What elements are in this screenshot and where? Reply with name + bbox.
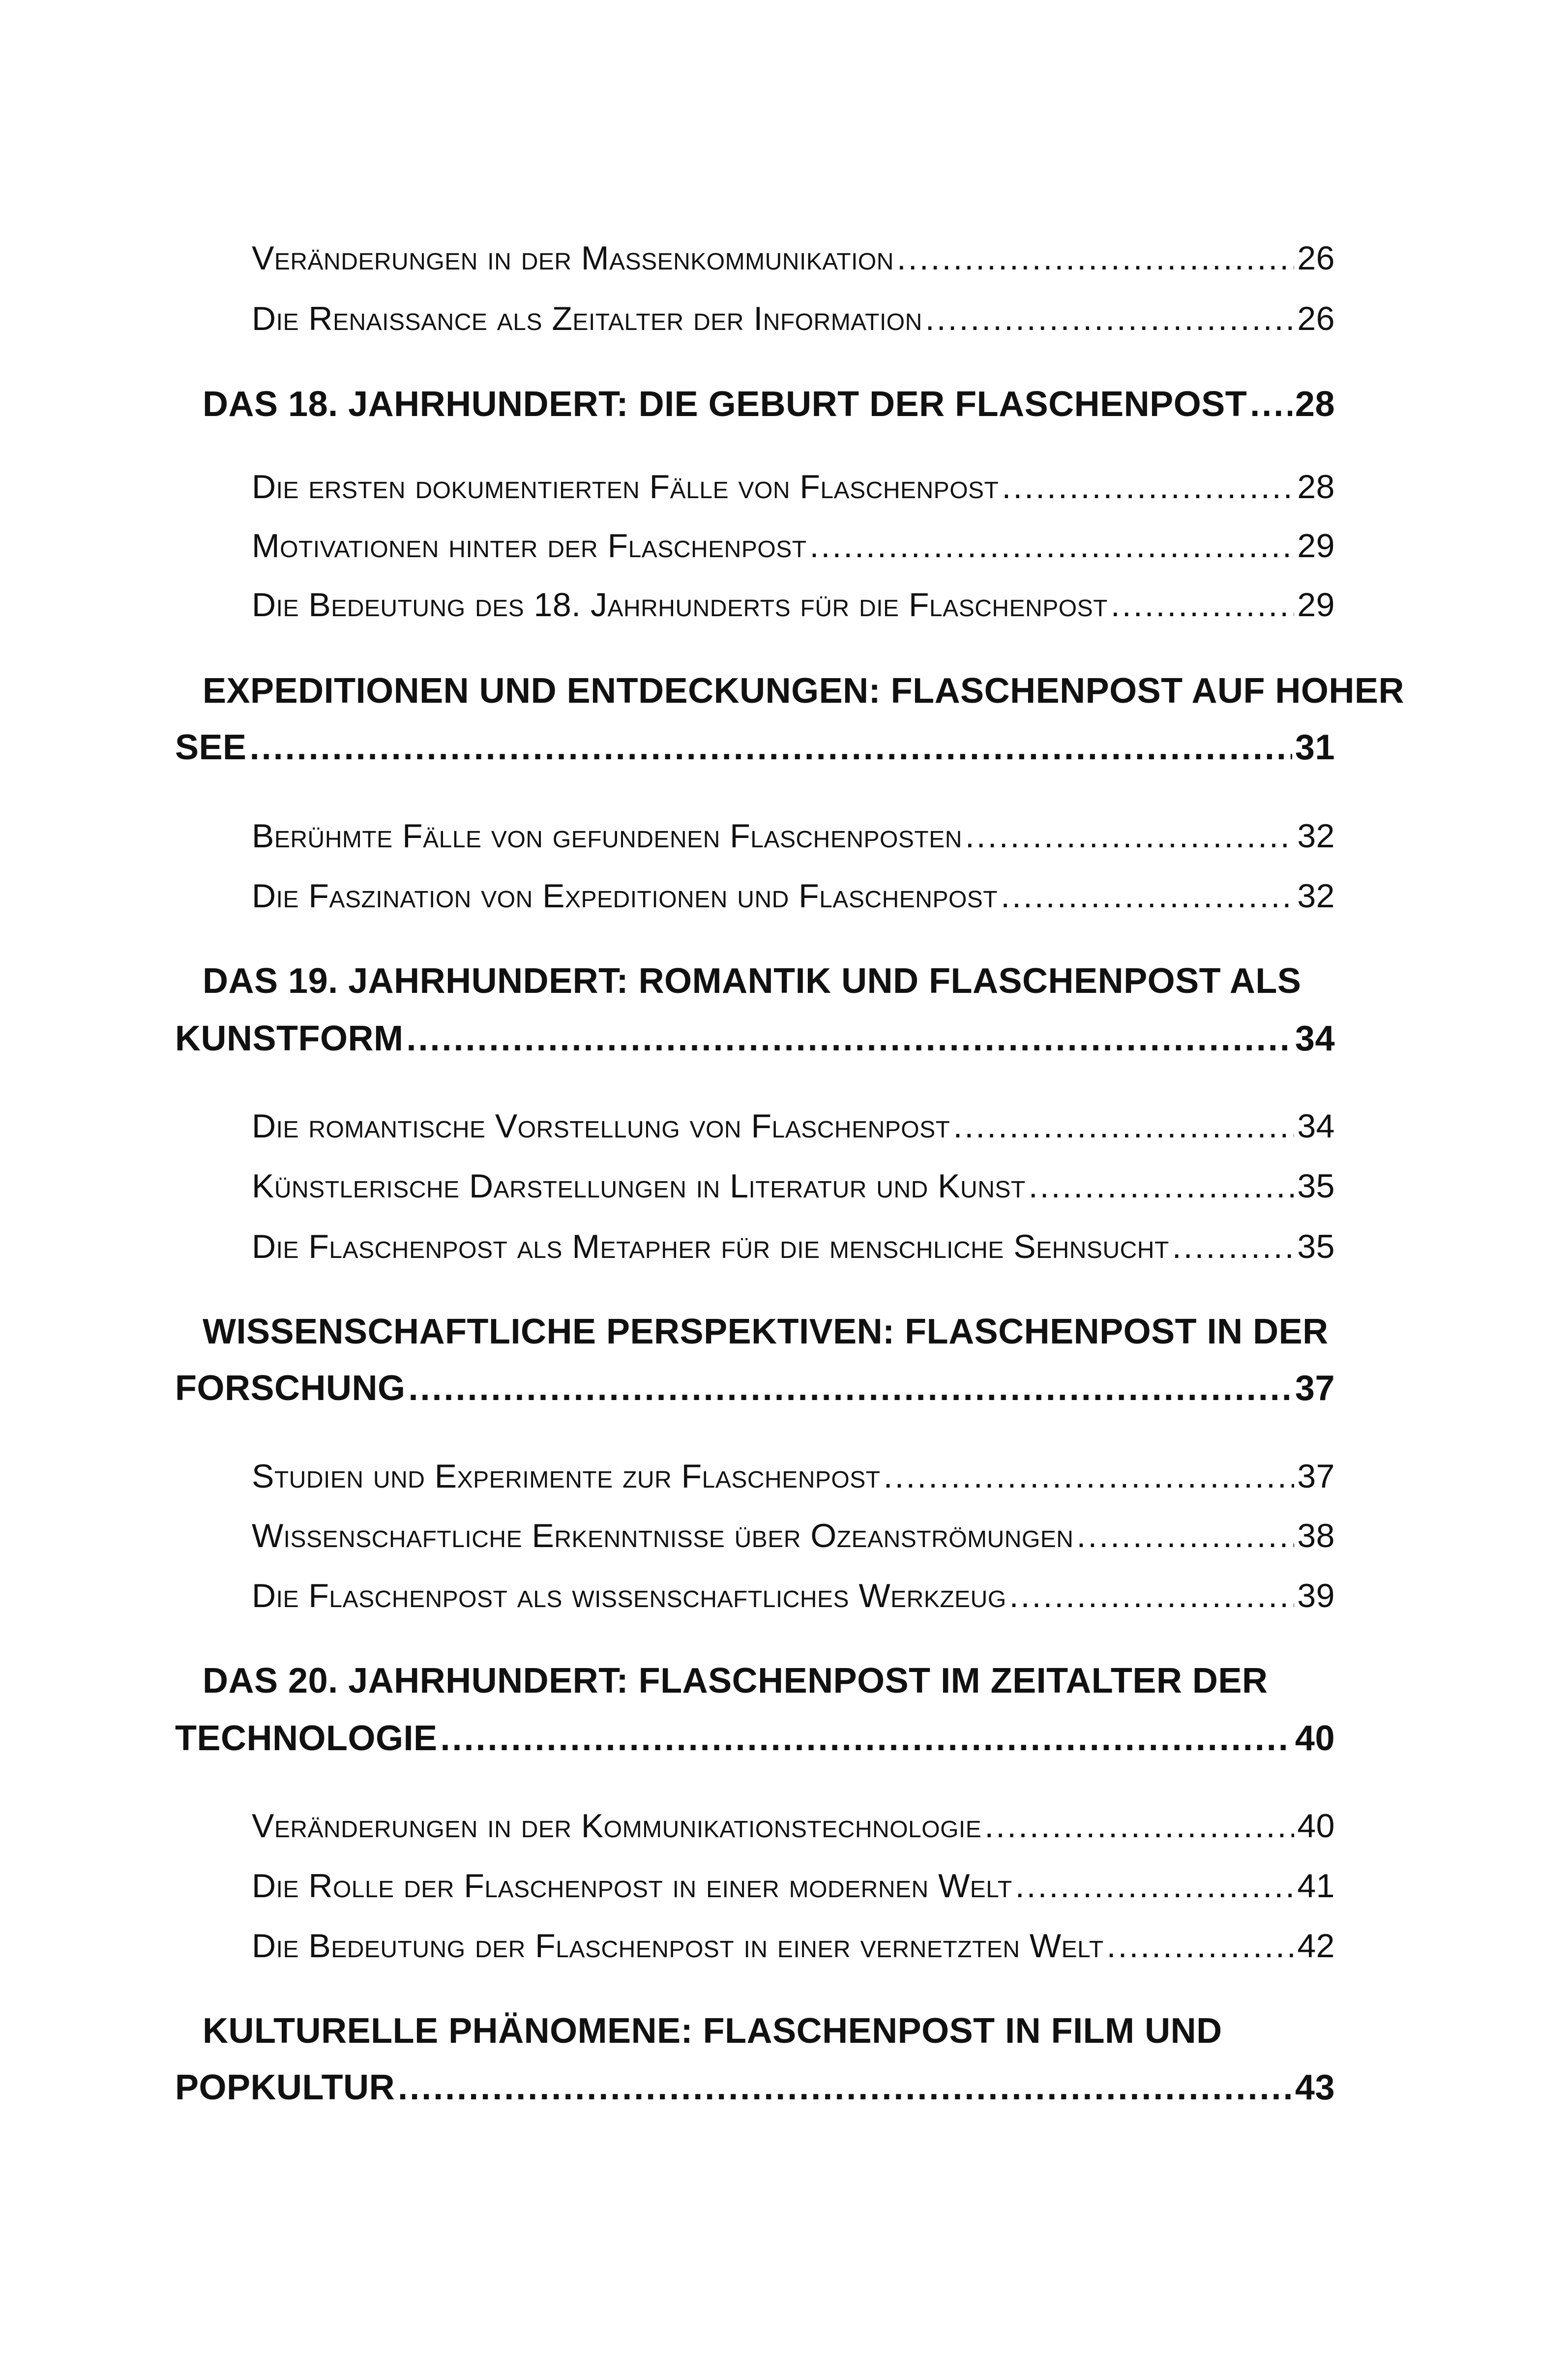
- toc-entry-page: 41: [1297, 1867, 1335, 1905]
- dot-leader: [398, 2063, 1292, 2112]
- toc-entry-page: 32: [1297, 877, 1335, 915]
- dot-leader: [1076, 1514, 1294, 1558]
- toc-entry-page: 38: [1297, 1517, 1335, 1554]
- dot-leader: [897, 236, 1294, 280]
- toc-entry-page: 40: [1297, 1807, 1335, 1845]
- toc-entry[interactable]: [252, 524, 1335, 568]
- toc-entry[interactable]: [252, 583, 1335, 627]
- toc-chapter[interactable]: [175, 1014, 1335, 1063]
- toc-entry-title: Veränderungen in der Kommunikationstechnologie: [252, 1807, 982, 1845]
- toc-entry-title: Die Rolle der Flaschenpost in einer modernen Welt: [252, 1867, 1012, 1905]
- dot-leader: [1107, 1924, 1295, 1968]
- dot-leader: [1015, 1864, 1295, 1908]
- toc-entry[interactable]: [252, 874, 1335, 918]
- toc-entry[interactable]: [252, 236, 1335, 280]
- dot-leader: [953, 1104, 1294, 1148]
- toc-entry-title: Die Faszination von Expeditionen und Flaschenpost: [252, 877, 998, 915]
- dot-leader: [965, 814, 1294, 858]
- toc-entry[interactable]: [252, 1924, 1335, 1968]
- toc-entry[interactable]: [252, 1454, 1335, 1498]
- toc-entry-page: 34: [1297, 1107, 1335, 1145]
- dot-leader: [1111, 583, 1294, 627]
- toc-chapter-page: 43: [1295, 2068, 1335, 2107]
- dot-leader: [406, 1014, 1292, 1063]
- toc-entry[interactable]: [252, 1804, 1335, 1848]
- dot-leader: [984, 1804, 1294, 1848]
- toc-chapter-title: DAS 18. JAHRHUNDERT: DIE GEBURT DER FLASCHENPOST: [203, 385, 1247, 424]
- toc-entry-page: 26: [1297, 239, 1335, 277]
- toc-entry-title: Veränderungen in der Massenkommunikation: [252, 239, 894, 277]
- dot-leader: [1172, 1224, 1295, 1269]
- toc-entry-page: 29: [1297, 527, 1335, 565]
- dot-leader: [925, 297, 1295, 341]
- toc-chapter-title-line1[interactable]: DAS 20. JAHRHUNDERT: FLASCHENPOST IM ZEITALTER DER: [203, 1661, 1268, 1701]
- toc-chapter-page: 28: [1295, 385, 1335, 424]
- toc-entry-title: Die Bedeutung der Flaschenpost in einer vernetzten Welt: [252, 1927, 1104, 1965]
- toc-entry-title: Die Bedeutung des 18. Jahrhunderts für die Flaschenpost: [252, 586, 1108, 624]
- dot-leader: [1002, 465, 1294, 509]
- toc-entry-page: 39: [1297, 1577, 1335, 1614]
- toc-chapter[interactable]: [175, 1364, 1335, 1413]
- toc-chapter[interactable]: [175, 1714, 1335, 1763]
- dot-leader: [810, 524, 1295, 568]
- toc-chapter[interactable]: [203, 380, 1335, 429]
- toc-entry[interactable]: [252, 1104, 1335, 1148]
- toc-entry-title: Künstlerische Darstellungen in Literatur und Kunst: [252, 1167, 1026, 1205]
- dot-leader: [1009, 1574, 1295, 1618]
- toc-chapter[interactable]: [175, 2063, 1335, 2112]
- toc-chapter-title-line2: POPKULTUR: [175, 2068, 395, 2107]
- toc-entry-title: Die romantische Vorstellung von Flaschenpost: [252, 1107, 950, 1145]
- toc-entry-page: 32: [1297, 817, 1335, 855]
- toc-entry-title: Berühmte Fälle von gefundenen Flaschenposten: [252, 817, 962, 855]
- toc-entry-page: 26: [1297, 300, 1335, 337]
- toc-chapter-title-line2: SEE: [175, 728, 247, 767]
- dot-leader: [250, 723, 1292, 772]
- toc-chapter-page: 37: [1295, 1369, 1335, 1408]
- dot-leader: [1250, 380, 1292, 429]
- toc-entry[interactable]: [252, 1864, 1335, 1908]
- dot-leader: [1001, 874, 1294, 918]
- toc-chapter-page: 31: [1295, 728, 1335, 767]
- dot-leader: [1029, 1164, 1295, 1208]
- toc-entry[interactable]: [252, 814, 1335, 858]
- toc-chapter-title-line1[interactable]: EXPEDITIONEN UND ENTDECKUNGEN: FLASCHENPOST AUF HOHER: [203, 671, 1404, 711]
- toc-chapter-title-line1[interactable]: DAS 19. JAHRHUNDERT: ROMANTIK UND FLASCHENPOST ALS: [203, 961, 1302, 1001]
- toc-entry-title: Motivationen hinter der Flaschenpost: [252, 527, 807, 565]
- toc-entry[interactable]: [252, 1224, 1335, 1269]
- toc-chapter-title-line1[interactable]: KULTURELLE PHÄNOMENE: FLASCHENPOST IN FILM UND: [203, 2011, 1222, 2051]
- toc-entry-page: 35: [1297, 1228, 1335, 1265]
- toc-chapter-title-line2: FORSCHUNG: [175, 1369, 406, 1408]
- toc-chapter-title-line2: TECHNOLOGIE: [175, 1719, 438, 1758]
- toc-entry[interactable]: [252, 1514, 1335, 1558]
- toc-entry-title: Die Renaissance als Zeitalter der Information: [252, 300, 922, 337]
- toc-entry-page: 29: [1297, 586, 1335, 624]
- toc-chapter-title-line1[interactable]: WISSENSCHAFTLICHE PERSPEKTIVEN: FLASCHENPOST IN DER: [203, 1312, 1329, 1351]
- toc-entry-page: 28: [1297, 468, 1335, 506]
- toc-entry-title: Studien und Experimente zur Flaschenpost: [252, 1458, 881, 1495]
- toc-entry-page: 37: [1297, 1458, 1335, 1495]
- toc-entry-title: Wissenschaftliche Erkenntnisse über Ozeanströmungen: [252, 1517, 1074, 1554]
- toc-chapter[interactable]: [175, 723, 1335, 772]
- toc-entry[interactable]: [252, 297, 1335, 341]
- toc-entry-title: Die ersten dokumentierten Fälle von Flaschenpost: [252, 468, 999, 506]
- toc-chapter-page: 34: [1295, 1019, 1335, 1058]
- dot-leader: [409, 1364, 1292, 1413]
- toc-entry[interactable]: [252, 1164, 1335, 1208]
- dot-leader: [884, 1454, 1295, 1498]
- toc-entry-title: Die Flaschenpost als wissenschaftliches Werkzeug: [252, 1577, 1006, 1614]
- toc-entry-page: 35: [1297, 1167, 1335, 1205]
- dot-leader: [441, 1714, 1292, 1763]
- toc-entry-page: 42: [1297, 1927, 1335, 1965]
- toc-entry[interactable]: [252, 1574, 1335, 1618]
- toc-chapter-title-line2: KUNSTFORM: [175, 1019, 404, 1058]
- toc-entry[interactable]: [252, 465, 1335, 509]
- toc-chapter-page: 40: [1295, 1719, 1335, 1758]
- toc-entry-title: Die Flaschenpost als Metapher für die menschliche Sehnsucht: [252, 1228, 1169, 1265]
